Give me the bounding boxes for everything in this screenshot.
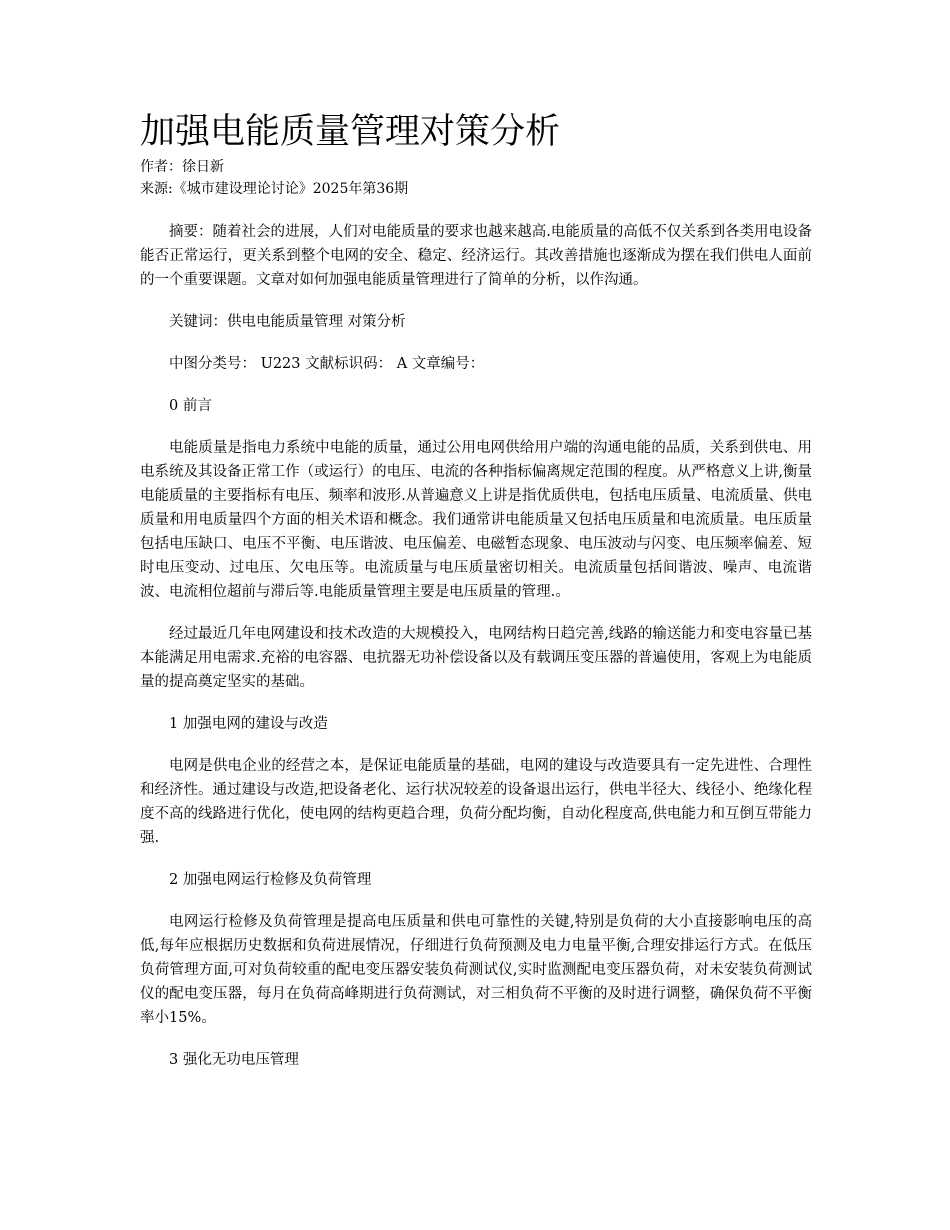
- source-line: 来源:《城市建设理论讨论》2025年第36期: [140, 181, 409, 197]
- author-line: 作者：徐日新: [140, 159, 224, 175]
- document-meta: [140, 156, 812, 200]
- keywords-line: 关键词：供电电能质量管理 对策分析: [169, 314, 406, 330]
- classification-line: 中图分类号： U223 文献标识码： A 文章编号：: [169, 356, 485, 372]
- section-0-paragraph-1: 电能质量是指电力系统中电能的质量，通过公用电网供给用户端的沟通电能的品质，关系到供电、用电系统及其设备正常工作（或运行）的电压、电流的各种指标偏离规定范围的程度。从严格意义上讲,衡量电能质量的主要指标有电压、频率和波形.从普遍意义上讲是指优质供电，包括电压质量、电流质量、供电质量和用电质量四个方面的相关术语和概念。我们通常讲电能质量又包括电压质量和电流质量。电压质量包括电压缺口、电压不平衡、电压谐波、电压偏差、电磁暂态现象、电压波动与闪变、电压频率偏差、短时电压变动、过电压、欠电压等。电流质量与电压质量密切相关。电流质量包括间谐波、噪声、电流谐波、电流相位超前与滞后等.电能质量管理主要是电压质量的管理.。: [140, 440, 812, 600]
- abstract-paragraph: 摘要：随着社会的进展，人们对电能质量的要求也越来越高.电能质量的高低不仅关系到各类用电设备能否正常运行，更关系到整个电网的安全、稳定、经济运行。其改善措施也逐渐成为摆在我们供电人面前的一个重要课题。文章对如何加强电能质量管理进行了简单的分析，以作沟通。: [140, 224, 812, 288]
- section-2-paragraph: 电网运行检修及负荷管理是提高电压质量和供电可靠性的关键,特别是负荷的大小直接影响电压的高低,每年应根据历史数据和负荷进展情况，仔细进行负荷预测及电力电量平衡,合理安排运行方式。在低压负荷管理方面,可对负荷较重的配电变压器安装负荷测试仪,实时监测配电变压器负荷，对未安装负荷测试仪的配电变压器，每月在负荷高峰期进行负荷测试，对三相负荷不平衡的及时进行调整，确保负荷不平衡率小15%。: [140, 914, 812, 1026]
- section-1-paragraph: 电网是供电企业的经营之本，是保证电能质量的基础，电网的建设与改造要具有一定先进性、合理性和经济性。通过建设与改造,把设备老化、运行状况较差的设备退出运行，供电半径大、线径小、绝缘化程度不高的线路进行优化，使电网的结构更趋合理，负荷分配均衡，自动化程度高,供电能力和互倒互带能力强.: [140, 758, 812, 846]
- document-title: 加强电能质量管理对策分析: [140, 112, 561, 152]
- section-0-paragraph-2: 经过最近几年电网建设和技术改造的大规模投入，电网结构日趋完善,线路的输送能力和变电容量已基本能满足用电需求.充裕的电容器、电抗器无功补偿设备以及有载调压变压器的普遍使用，客观上为电能质量的提高奠定坚实的基础。: [140, 626, 812, 690]
- section-2-heading: 2 加强电网运行检修及负荷管理: [169, 872, 372, 888]
- section-3-heading: 3 强化无功电压管理: [169, 1052, 299, 1068]
- document-page: [140, 108, 812, 1090]
- section-0-heading: 0 前言: [169, 398, 212, 414]
- section-1-heading: 1 加强电网的建设与改造: [169, 716, 328, 732]
